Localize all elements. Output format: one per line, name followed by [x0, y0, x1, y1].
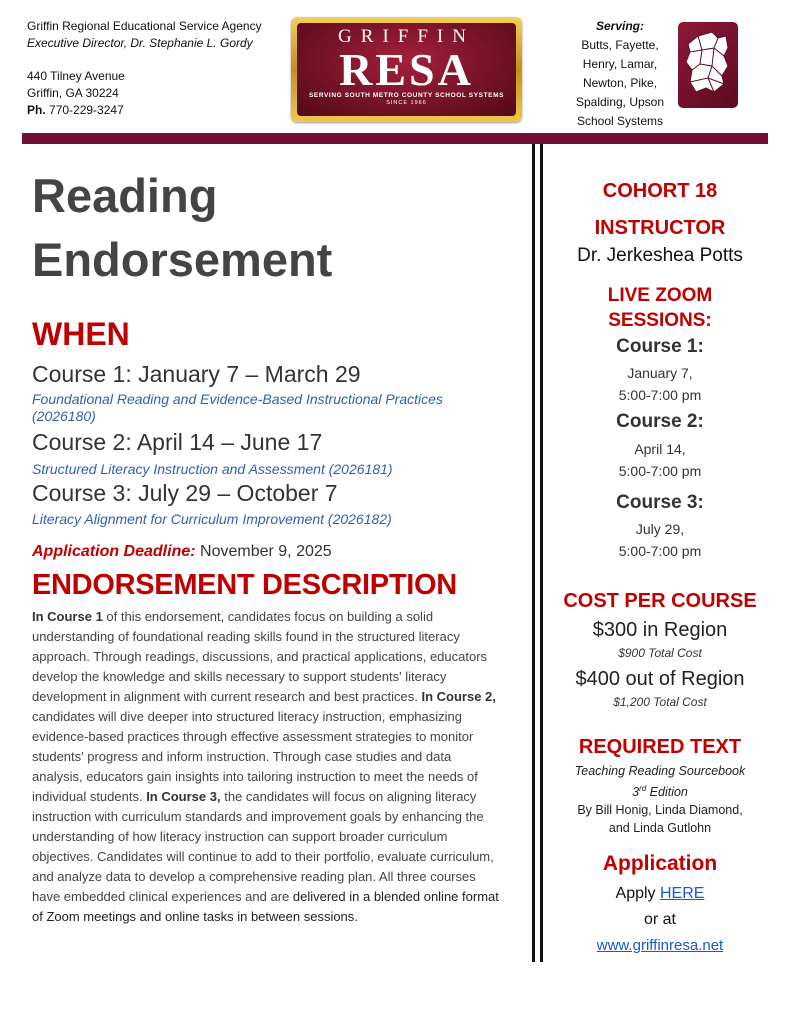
logo-since: SINCE 1966: [386, 100, 427, 106]
serving-line: Butts, Fayette,: [581, 38, 659, 52]
serving-block: [568, 17, 672, 131]
session-1-course: Course 1:: [616, 336, 704, 357]
session-3-course: Course 3:: [616, 492, 704, 513]
phone-label: Ph.: [27, 103, 46, 117]
logo-tagline: SERVING SOUTH METRO COUNTY SCHOOL SYSTEMS: [308, 92, 505, 99]
course-3-title: Literacy Alignment for Curriculum Improvement (2026182): [32, 511, 392, 527]
when-heading: WHEN: [32, 316, 130, 352]
required-book: [548, 762, 772, 837]
cohort-heading: COHORT 18: [602, 180, 718, 202]
or-at-text: or at: [643, 911, 676, 928]
session-2-course: Course 2:: [616, 411, 704, 432]
serving-line: Spalding, Upson: [575, 95, 665, 109]
serving-line: Henry, Lamar,: [582, 57, 658, 71]
logo-top-text: GRIFFIN: [338, 26, 475, 47]
application-heading: Application: [602, 852, 718, 875]
book-authors: By Bill Honig, Linda Diamond,: [577, 803, 743, 818]
book-title: Teaching Reading Sourcebook: [574, 764, 746, 778]
website-line: [548, 934, 772, 958]
book-edition: 3rd Edition: [632, 784, 688, 800]
price-in-region: $300 in Region: [592, 619, 728, 641]
book-authors: and Linda Gutlohn: [608, 821, 712, 836]
logo-main-text: RESA: [339, 44, 474, 95]
address-line-1: 440 Tilney Avenue: [27, 69, 125, 83]
serving-line: School Systems: [576, 114, 664, 128]
column-divider: [532, 144, 535, 962]
course-1-title: Foundational Reading and Evidence-Based Instructional Practices (2026180): [32, 391, 443, 424]
desc-bold: In Course 1: [32, 609, 103, 624]
session-1-datetime: January 7, 5:00-7:00 pm: [618, 365, 702, 403]
price-out-of-region-total: $1,200 Total Cost: [613, 695, 707, 709]
website-link[interactable]: www.griffinresa.net: [596, 937, 724, 954]
header-divider: [22, 133, 768, 144]
page-title: Reading Endorsement: [32, 169, 333, 286]
description-heading: ENDORSEMENT DESCRIPTION: [32, 569, 457, 601]
desc-text-delivery: delivered in a blended online format of Zoom meetings and online tasks in between sessions.: [32, 889, 499, 924]
column-divider: [540, 144, 543, 962]
serving-line: Newton, Pike,: [582, 76, 658, 90]
instructor-heading: INSTRUCTOR: [594, 217, 726, 239]
apply-here-link[interactable]: HERE: [660, 885, 705, 902]
county-map-icon: [678, 22, 738, 108]
instructor-name: Dr. Jerkeshea Potts: [577, 245, 743, 266]
desc-bold: In Course 2,: [421, 689, 496, 704]
price-in-region-total: $900 Total Cost: [618, 646, 702, 660]
session-2-datetime: April 14, 5:00-7:00 pm: [618, 441, 702, 479]
serving-label: Serving:: [595, 19, 644, 33]
course-2-dates: Course 2: April 14 – June 17: [32, 429, 323, 455]
description-body: [32, 607, 502, 927]
required-text-heading: REQUIRED TEXT: [578, 736, 742, 758]
agency-name: Griffin Regional Educational Service Agency: [27, 19, 262, 33]
desc-bold: In Course 3,: [146, 789, 221, 804]
deadline-label: Application Deadline:: [32, 543, 196, 560]
live-zoom-heading: LIVE ZOOM SESSIONS:: [607, 285, 713, 331]
course-2-title: Structured Literacy Instruction and Assessment (2026181): [32, 461, 393, 477]
desc-text: of this endorsement, candidates focus on building a solid understanding of foundational reading skills found in the structured literacy approach. Through readings, discussions, and practical applications, educators develop the knowledge and skills necessary to support students' literacy development in alignment with current research and best practices.: [32, 609, 488, 704]
phone-line: [27, 102, 262, 119]
address-line-2: Griffin, GA 30224: [27, 86, 119, 100]
phone-number: 770-229-3247: [49, 103, 124, 117]
application-deadline: [32, 542, 332, 562]
course-3-dates: Course 3: July 29 – October 7: [32, 480, 338, 506]
cost-heading: COST PER COURSE: [563, 590, 757, 612]
deadline-value: November 9, 2025: [195, 543, 332, 560]
griffin-resa-logo: [291, 17, 522, 122]
course-1-dates: Course 1: January 7 – March 29: [32, 361, 361, 387]
session-3-datetime: July 29, 5:00-7:00 pm: [618, 521, 702, 559]
agency-contact-block: [27, 18, 262, 119]
price-out-of-region: $400 out of Region: [575, 668, 745, 690]
apply-line: Apply HERE: [615, 885, 705, 902]
executive-director: Executive Director, Dr. Stephanie L. Gordy: [27, 36, 253, 50]
desc-text: the candidates will focus on aligning literacy instruction with curriculum standards and improvement goals by enhancing the understanding of how literacy instruction can support broader curriculum objectives. Candidates will continue to add to their portfolio, evaluate curriculum, and analyze data to develop a comprehensive reading plan. All three courses have embedded clinical experiences and are: [32, 789, 494, 904]
desc-text: candidates will dive deeper into structured literacy instruction, emphasizing evidence-based practices through effective assessment strategies to monitor students' progress and inform instruction. Through case studies and data analysis, educators gain insights into tailoring instruction to meet the needs of individual students.: [32, 709, 478, 804]
